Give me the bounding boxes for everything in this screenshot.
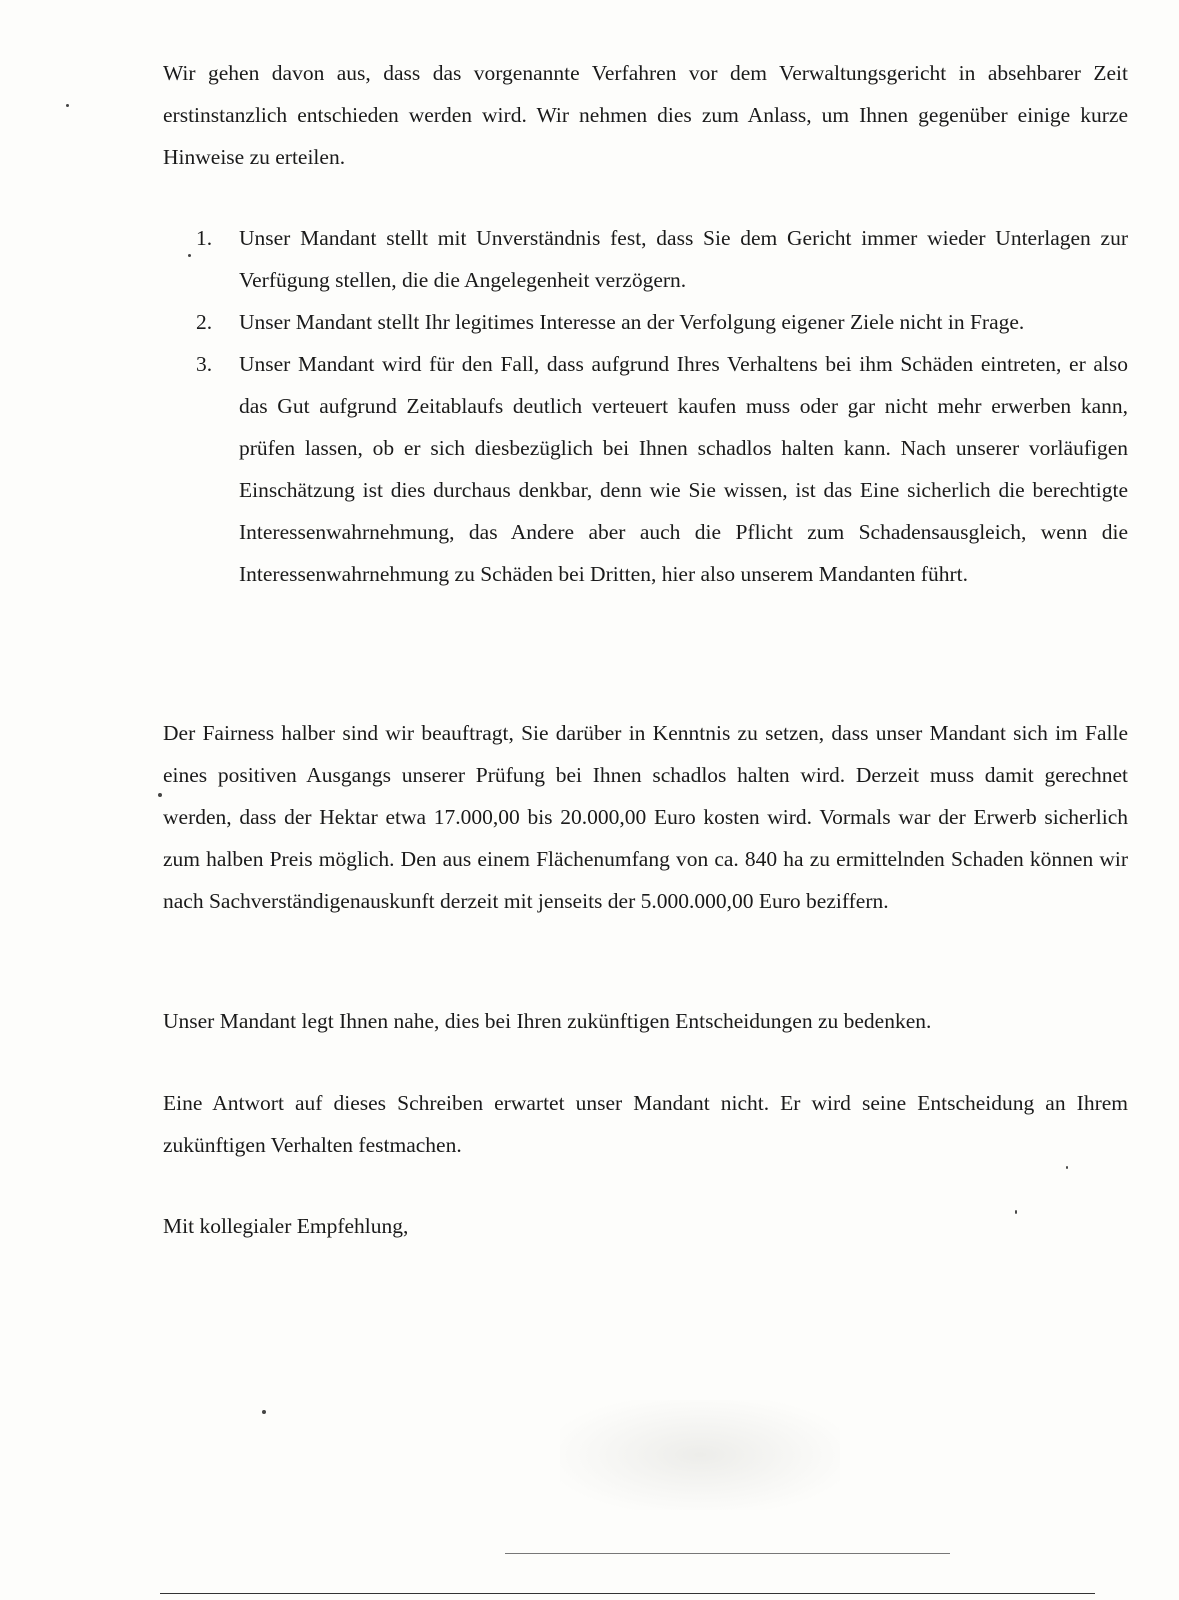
list-item-text: Unser Mandant stellt Ihr legitimes Interesse an der Verfolgung eigener Ziele nicht in Frage.	[239, 310, 1025, 334]
fairness-paragraph: Der Fairness halber sind wir beauftragt, Sie darüber in Kenntnis zu setzen, dass unser Mandant sich im Falle eines positiven Ausgangs unserer Prüfung bei Ihnen schadlos halten wird. Derzeit muss damit gerechnet werden, dass der Hektar etwa 17.000,00 bis 20.000,00 Euro kosten wird. Vormals war der Erwerb sicherlich zum halben Preis möglich. Den aus einem Flächenumfang von ca. 840 ha zu ermittelnden Schaden können wir nach Sachverständigenauskunft derzeit mit jenseits der 5.000.000,00 Euro beziffern.	[163, 721, 1128, 913]
scan-speck	[158, 793, 162, 797]
footer-rule	[160, 1593, 1095, 1594]
no-reply-paragraph: Eine Antwort auf dieses Schreiben erwartet unser Mandant nicht. Er wird seine Entscheidung an Ihrem zukünftigen Verhalten festmachen.	[163, 1091, 1128, 1157]
list-item-number: 1.	[196, 226, 213, 250]
scan-speck	[188, 254, 191, 257]
list-item-number: 2.	[196, 310, 213, 334]
points-list	[196, 217, 1128, 595]
list-item-number: 3.	[196, 352, 213, 376]
list-item	[196, 301, 1128, 343]
scan-speck	[1015, 1210, 1017, 1214]
list-item-text: Unser Mandant stellt mit Unverständnis fest, dass Sie dem Gericht immer wieder Unterlagen zur Verfügung stellen, die die Angelegenheit verzögern.	[239, 226, 1128, 292]
list-item-text: Unser Mandant wird für den Fall, dass aufgrund Ihres Verhaltens bei ihm Schäden eintreten, er also das Gut aufgrund Zeitablaufs deutlich verteuert kaufen muss oder gar nicht mehr erwerben kann, prüfen lassen, ob er sich diesbezüglich bei Ihnen schadlos halten kann. Nach unserer vorläufigen Einschätzung ist dies durchaus denkbar, denn wie Sie wissen, ist das Eine sicherlich die berechtigte Interessenwahrnehmung, das Andere aber auch die Pflicht zum Schadensausgleich, wenn die Interessenwahrnehmung zu Schäden bei Dritten, hier also unserem Mandanten führt.	[239, 352, 1128, 586]
scan-speck	[1066, 1166, 1068, 1169]
scan-speck	[66, 104, 69, 107]
list-item	[196, 217, 1128, 301]
list-item	[196, 343, 1128, 595]
scan-speck	[262, 1410, 266, 1414]
signature-line	[505, 1553, 950, 1554]
signature-area	[560, 1400, 840, 1510]
closing-line: Mit kollegialer Empfehlung,	[163, 1214, 409, 1238]
intro-paragraph: Wir gehen davon aus, dass das vorgenannte Verfahren vor dem Verwaltungsgericht in absehbarer Zeit erstinstanzlich entschieden werden wird. Wir nehmen dies zum Anlass, um Ihnen gegenüber einige kurze Hinweise zu erteilen.	[163, 61, 1128, 169]
advice-paragraph: Unser Mandant legt Ihnen nahe, dies bei Ihren zukünftigen Entscheidungen zu bedenken.	[163, 1009, 932, 1033]
